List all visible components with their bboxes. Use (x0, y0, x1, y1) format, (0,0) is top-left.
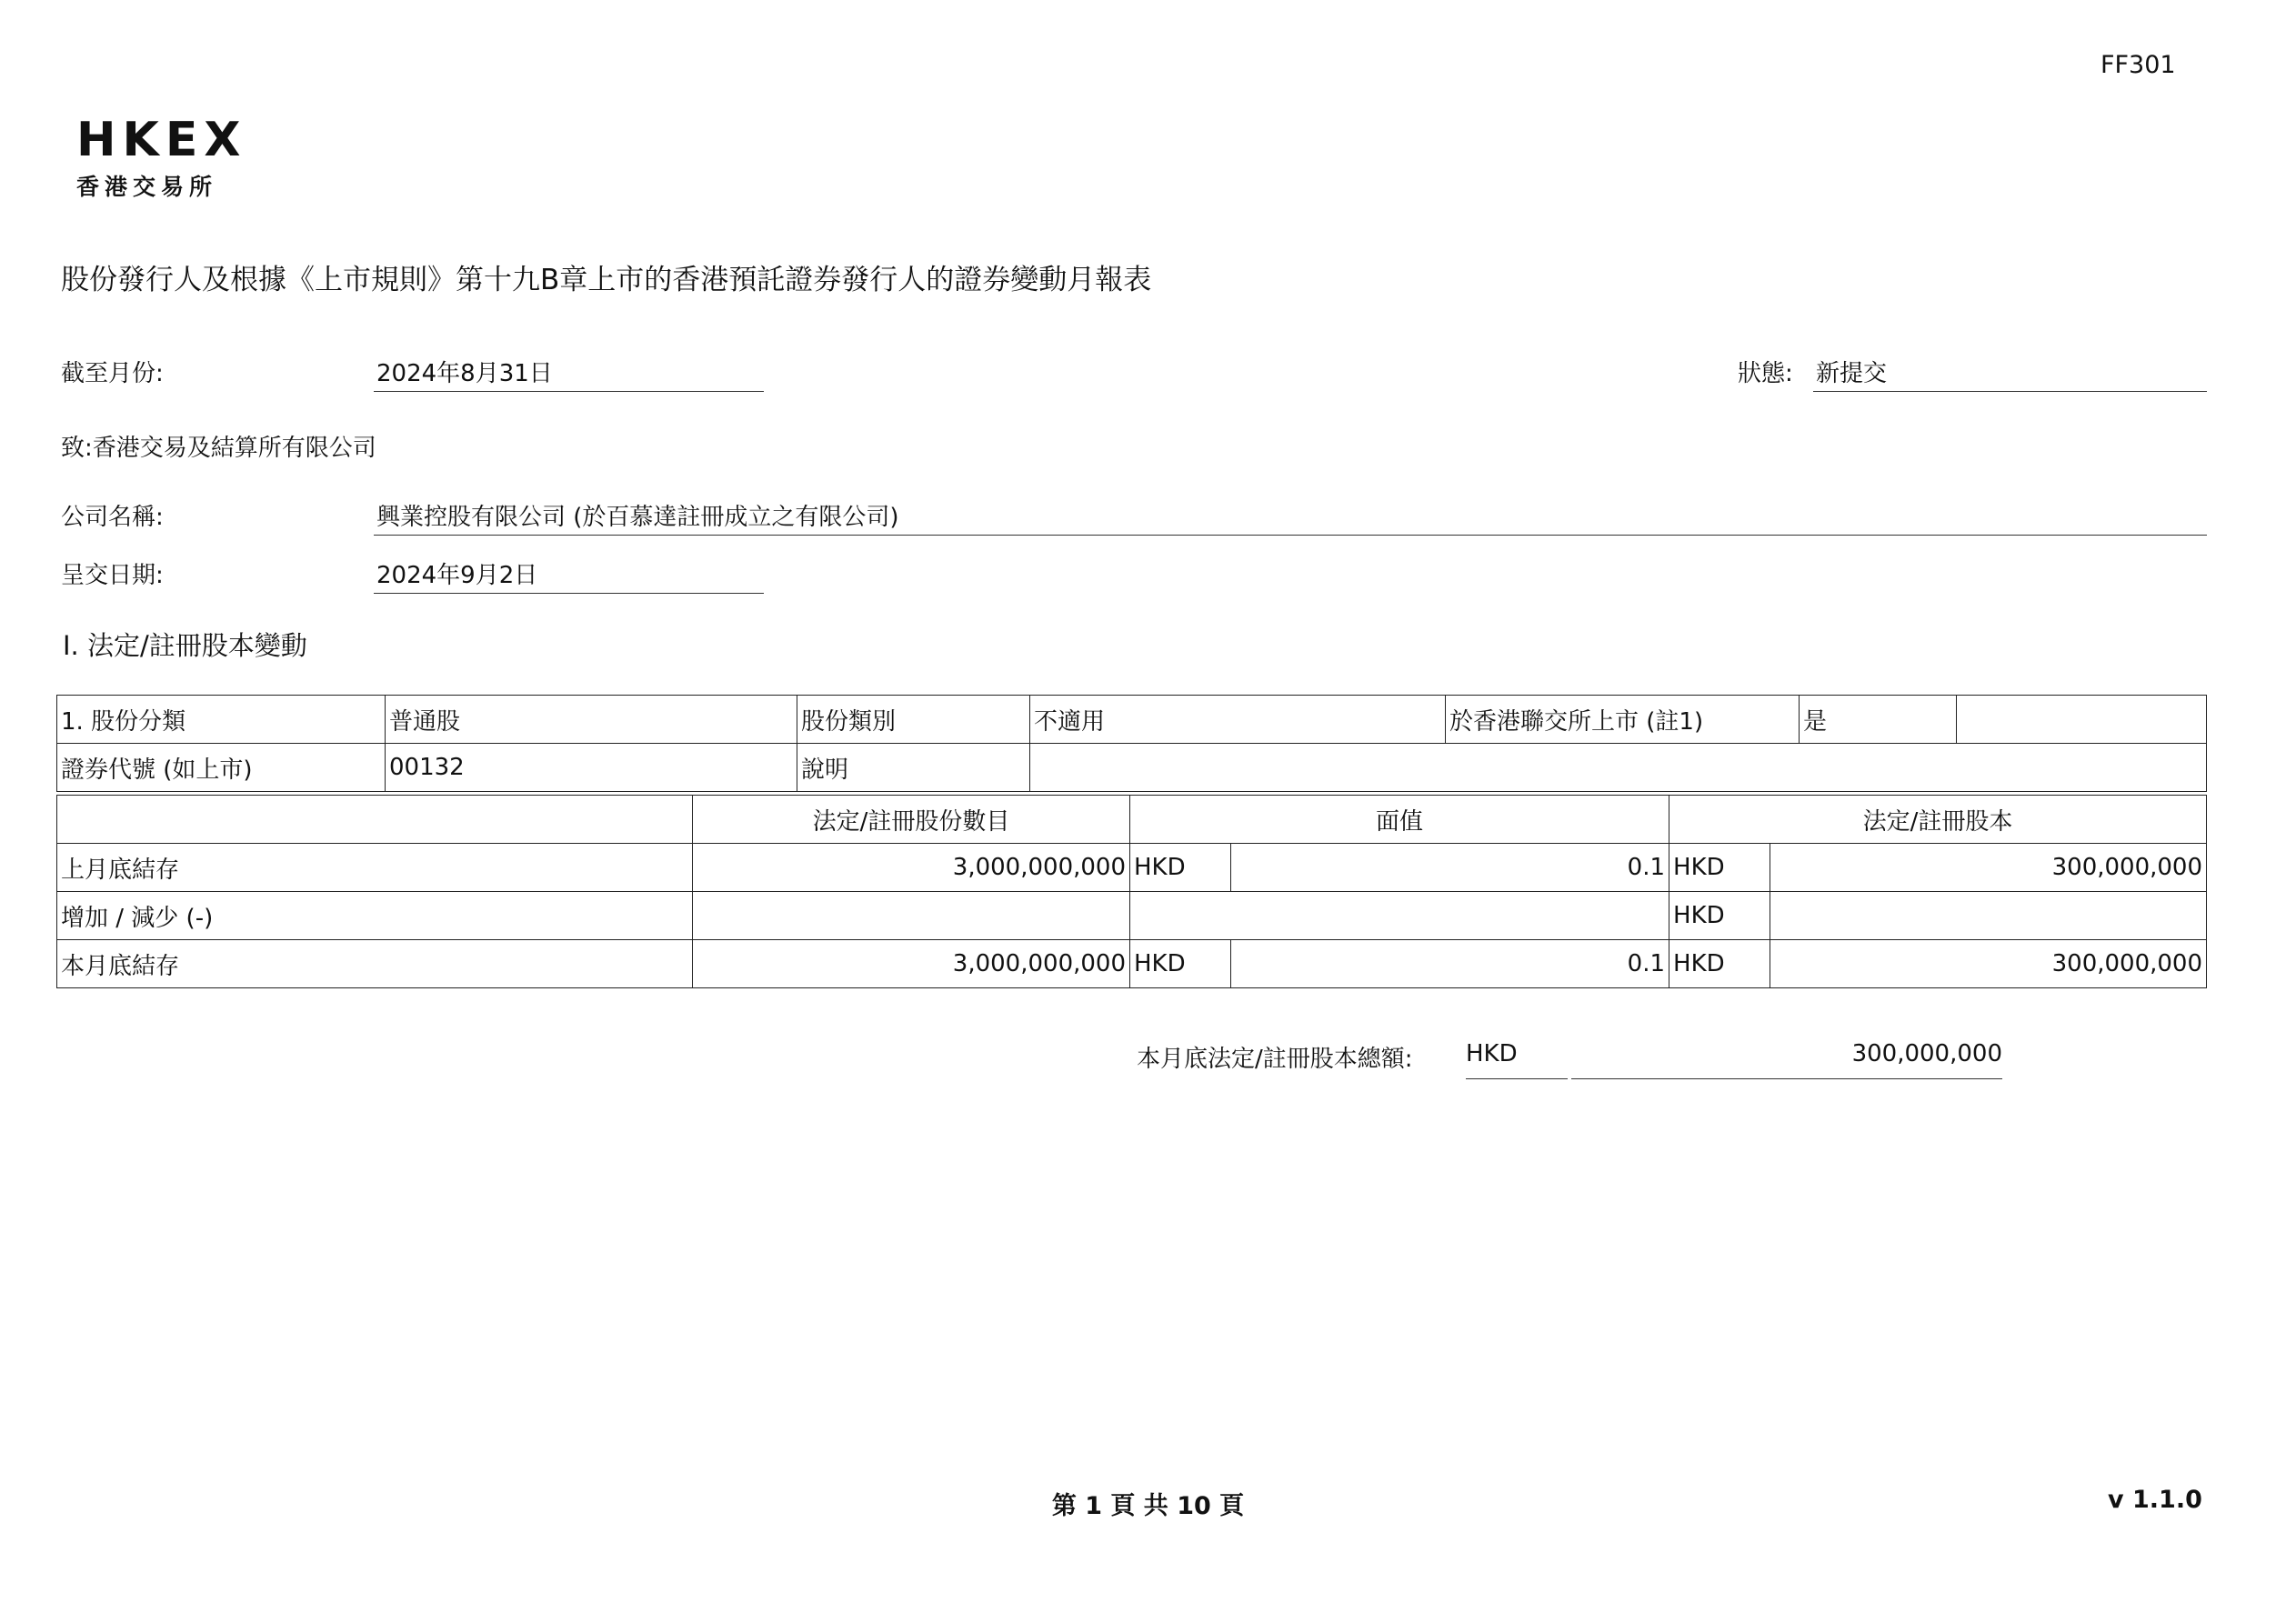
version-label: v 1.1.0 (2108, 1486, 2202, 1514)
company-label: 公司名稱: (61, 504, 164, 531)
col-header-shares: 法定/註冊股份數目 (693, 796, 1130, 844)
par-cell: 0.1 (1231, 940, 1669, 988)
shares-cell: 3,000,000,000 (693, 844, 1130, 892)
recipient-line: 致:香港交易及結算所有限公司 (61, 435, 376, 462)
hkex-logo (76, 113, 258, 202)
row-label: 本月底結存 (57, 940, 693, 988)
par-currency-cell: HKD (1130, 940, 1231, 988)
col-header-par: 面值 (1130, 796, 1669, 844)
code-label: 證券代號 (如上市) (57, 744, 386, 792)
row-label: 上月底結存 (57, 844, 693, 892)
capital-cell: 300,000,000 (1770, 940, 2207, 988)
page-number: 第 1 頁 共 10 頁 (1051, 1492, 1245, 1520)
period-label: 截至月份: (61, 360, 164, 387)
empty-cell (1957, 696, 2207, 744)
capital-cell (1770, 892, 2207, 940)
total-value: 300,000,000 (1571, 1040, 2002, 1079)
col-header-capital: 法定/註冊股本 (1669, 796, 2207, 844)
code-value: 00132 (386, 744, 797, 792)
logo-chinese: 香港交易所 (76, 174, 218, 200)
shares-cell (693, 892, 1130, 940)
period-value: 2024年8月31日 (374, 355, 764, 392)
section-title: I. 法定/註冊股本變動 (63, 630, 307, 661)
type-value: 不適用 (1030, 696, 1446, 744)
par-cell: 0.1 (1231, 844, 1669, 892)
submit-date-value: 2024年9月2日 (374, 556, 764, 594)
class-value: 普通股 (386, 696, 797, 744)
capital-currency-cell: HKD (1669, 892, 1770, 940)
capital-table (56, 795, 2207, 988)
par-currency-cell: HKD (1130, 844, 1231, 892)
capital-currency-cell: HKD (1669, 844, 1770, 892)
total-label: 本月底法定/註冊股本總額: (1137, 1046, 1413, 1073)
logo-english: HKEX (76, 113, 247, 167)
header-blank (57, 796, 693, 844)
type-label: 股份類別 (797, 696, 1030, 744)
desc-value (1030, 744, 2207, 792)
status-label: 狀態: (1738, 360, 1793, 387)
par-cell (1130, 892, 1669, 940)
table-row (57, 940, 2207, 988)
listed-value: 是 (1800, 696, 1957, 744)
table-row (57, 892, 2207, 940)
desc-label: 說明 (797, 744, 1030, 792)
class-label: 1. 股份分類 (57, 696, 386, 744)
document-title: 股份發行人及根據《上市規則》第十九B章上市的香港預託證券發行人的證券變動月報表 (61, 264, 1152, 296)
status-value: 新提交 (1813, 355, 2207, 392)
share-class-table (56, 695, 2207, 792)
total-currency: HKD (1466, 1040, 1568, 1079)
submit-date-label: 呈交日期: (61, 562, 164, 589)
listed-label: 於香港聯交所上市 (註1) (1446, 696, 1800, 744)
row-label: 增加 / 減少 (-) (57, 892, 693, 940)
company-value: 興業控股有限公司 (於百慕達註冊成立之有限公司) (374, 498, 2207, 536)
form-code: FF301 (2100, 51, 2176, 79)
capital-cell: 300,000,000 (1770, 844, 2207, 892)
shares-cell: 3,000,000,000 (693, 940, 1130, 988)
table-row (57, 844, 2207, 892)
capital-currency-cell: HKD (1669, 940, 1770, 988)
